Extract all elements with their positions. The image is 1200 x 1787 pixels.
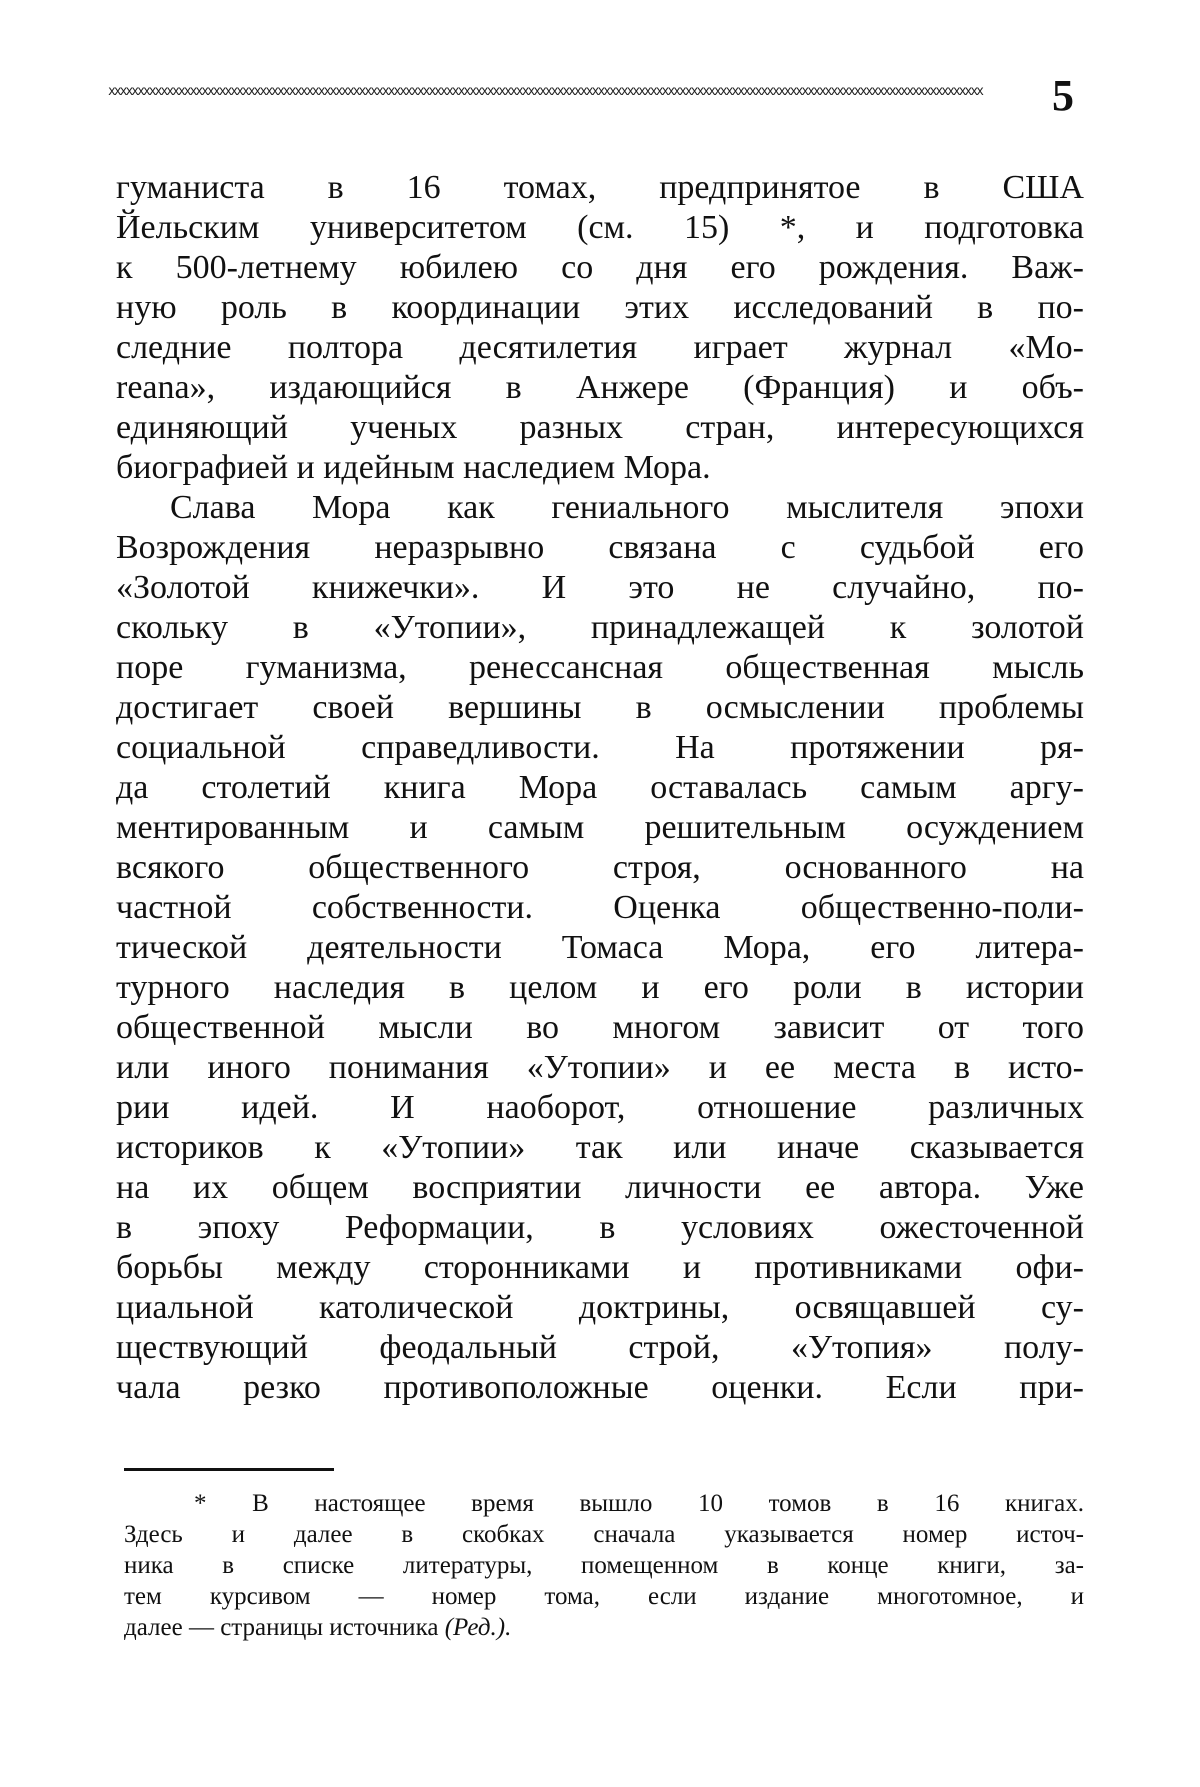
text-line: тической деятельности Томаса Мора, его литера- [116, 929, 1084, 966]
text-line: «Золотой книжечки». И это не случайно, по- [116, 569, 1084, 606]
page-number: 5 [1052, 71, 1074, 120]
footnote-line: Здесь и далее в скобках сначала указывается номер источ- [124, 1521, 1084, 1548]
footnote [124, 1488, 1084, 1643]
editor-note: (Ред.). [444, 1614, 512, 1641]
text-line: в эпоху Реформации, в условиях ожесточенной [116, 1209, 1084, 1246]
text-line: поре гуманизма, ренессансная общественная мысль [116, 649, 1084, 686]
text-line: Возрождения неразрывно связана с судьбой его [116, 529, 1084, 566]
footnote-line: тем курсивом — номер тома, если издание многотомное, и [124, 1583, 1084, 1610]
text-line: Слава Мора как гениального мыслителя эпохи [170, 489, 1084, 526]
text-line: частной собственности. Оценка общественно-поли- [116, 889, 1084, 926]
footnote-line: * В настоящее время вышло 10 томов в 16 книгах. [194, 1490, 1084, 1517]
header-ornament: xxxxxxxxxxxxxxxxxxxxxxxxxxxxxxxxxxxxxxxxxxxxxxxxxxxxxxxxxxxxxxxxxxxxxxxxxxxxxxxxxxxxxxxxxxxxxxxxxxxxxxxxxxxxxxxxxxxxxxxxxxxxxxxxxxxxxxxxxxxxxxxxxxxxxx [108, 84, 982, 99]
text-line: единяющий ученых разных стран, интересующихся [116, 409, 1084, 446]
text-line: да столетий книга Мора оставалась самым аргу- [116, 769, 1084, 806]
text-line: биографией и идейным наследием Мора. [116, 449, 711, 486]
text-line: reana», издающийся в Анжере (Франция) и объ- [116, 369, 1084, 406]
text-line: чала резко противоположные оценки. Если при- [116, 1369, 1084, 1406]
footnote-divider [124, 1468, 334, 1471]
text-line: рии идей. И наоборот, отношение различных [116, 1089, 1084, 1126]
text-line: достигает своей вершины в осмыслении проблемы [116, 689, 1084, 726]
footnote-line-text: далее — страницы источника [124, 1614, 439, 1641]
text-line: социальной справедливости. На протяжении ря- [116, 729, 1084, 766]
footnote-line: ника в списке литературы, помещенном в конце книги, за- [124, 1552, 1084, 1579]
text-line: борьбы между сторонниками и противниками офи- [116, 1249, 1084, 1286]
text-line: ществующий феодальный строй, «Утопия» полу- [116, 1329, 1084, 1366]
text-line: общественной мысли во многом зависит от того [116, 1009, 1084, 1046]
text-line: историков к «Утопии» так или иначе сказывается [116, 1129, 1084, 1166]
text-line: ментированным и самым решительным осуждением [116, 809, 1084, 846]
footnote-line [124, 1612, 1084, 1643]
text-line: к 500-летнему юбилею со дня его рождения. Важ- [116, 249, 1084, 286]
text-line: всякого общественного строя, основанного на [116, 849, 1084, 886]
text-line: гуманиста в 16 томах, предпринятое в США [116, 169, 1084, 206]
text-line: следние полтора десятилетия играет журнал «Mo- [116, 329, 1084, 366]
text-line: циальной католической доктрины, освящавшей су- [116, 1289, 1084, 1326]
text-line: скольку в «Утопии», принадлежащей к золотой [116, 609, 1084, 646]
text-line: на их общем восприятии личности ее автора. Уже [116, 1169, 1084, 1206]
main-text [116, 168, 1084, 1408]
text-line: турного наследия в целом и его роли в истории [116, 969, 1084, 1006]
text-line: ную роль в координации этих исследований в по- [116, 289, 1084, 326]
text-line: Йельским университетом (см. 15) *, и подготовка [116, 209, 1084, 246]
text-line: или иного понимания «Утопии» и ее места в исто- [116, 1049, 1084, 1086]
